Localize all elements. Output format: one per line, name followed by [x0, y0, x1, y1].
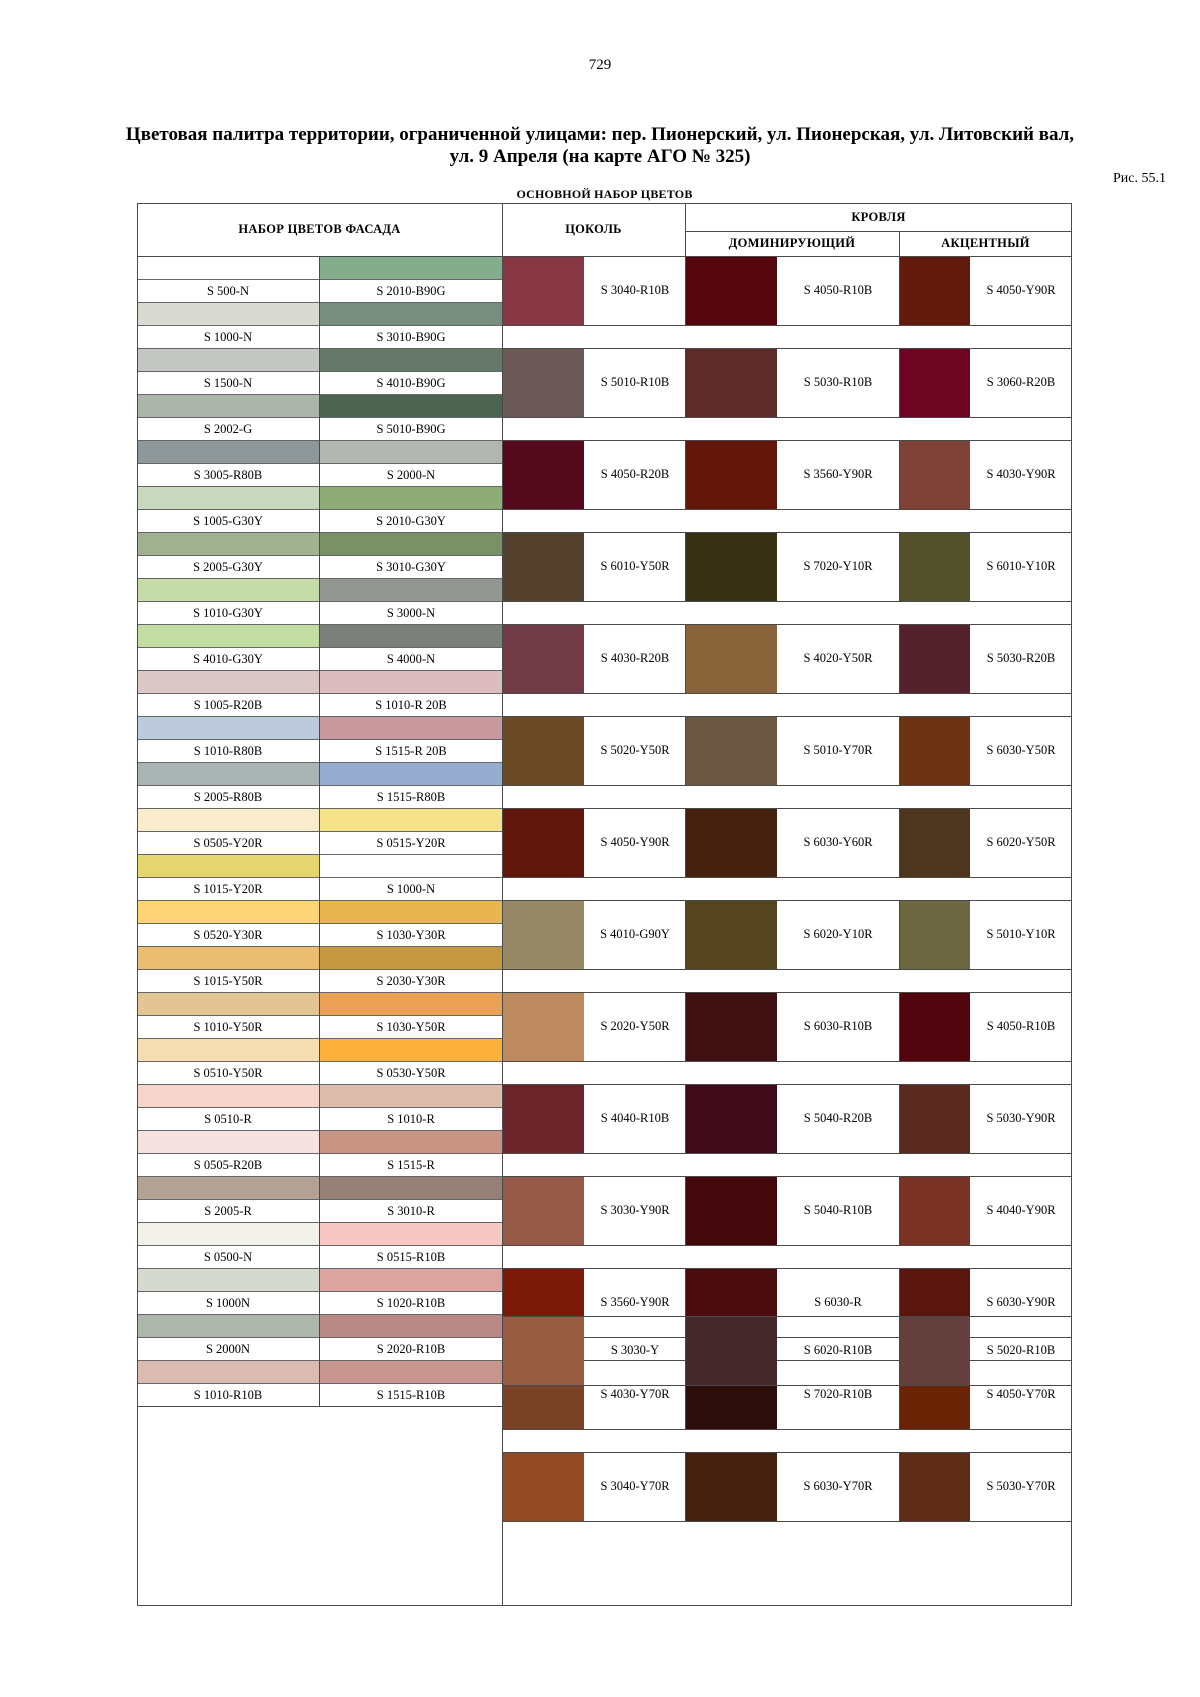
accent-color-code: S 3060-R20B	[986, 375, 1056, 389]
facade-swatch	[137, 624, 319, 647]
facade-color-code: S 2030-Y30R	[320, 969, 502, 992]
plinth-color-code: S 3030-Y90R	[600, 1203, 670, 1217]
facade-color-code: S 1010-G30Y	[137, 601, 319, 624]
dominant-cell-left	[685, 1452, 686, 1521]
facade-column-divider	[319, 256, 320, 1406]
dominant-swatch	[685, 716, 777, 785]
header-roof: КРОВЛЯ	[851, 209, 906, 224]
accent-swatch	[899, 1452, 970, 1521]
plinth-swatch	[502, 992, 584, 1061]
accent-cell-left	[899, 440, 900, 509]
facade-color-code: S 3000-N	[320, 601, 502, 624]
facade-swatch	[320, 670, 502, 693]
accent-color-code: S 6020-Y50R	[986, 835, 1056, 849]
facade-swatch	[137, 1130, 319, 1153]
facade-swatch	[320, 486, 502, 509]
table-top-border	[137, 203, 1072, 204]
dominant-color-code: S 5010-Y70R	[803, 743, 873, 757]
accent-color-code: S 5020-R10B	[986, 1343, 1056, 1357]
dominant-color-code: S 5030-R10B	[803, 375, 873, 389]
dominant-swatch	[685, 1452, 777, 1521]
facade-swatch	[137, 348, 319, 371]
dominant-swatch	[685, 992, 777, 1061]
facade-swatch	[137, 1038, 319, 1061]
plinth-color-code: S 3030-Y	[610, 1343, 660, 1357]
dominant-color-code: S 6020-R10B	[803, 1343, 873, 1357]
palette-row-top	[502, 1176, 1072, 1177]
facade-color-code: S 3010-B90G	[320, 325, 502, 348]
dominant-cell-left	[685, 1316, 686, 1385]
palette-row-top	[502, 1084, 1072, 1085]
dominant-swatch	[685, 256, 777, 325]
accent-swatch	[899, 624, 970, 693]
accent-cell-left	[899, 624, 900, 693]
facade-swatch	[320, 1130, 502, 1153]
facade-swatch	[320, 1314, 502, 1337]
dominant-swatch	[685, 624, 777, 693]
palette-row-bottom	[502, 601, 1072, 602]
facade-bottom-line	[137, 1406, 502, 1407]
dominant-color-code: S 3560-Y90R	[803, 467, 873, 481]
dominant-color-code: S 4050-R10B	[803, 283, 873, 297]
facade-color-code: S 0500-N	[137, 1245, 319, 1268]
accent-cell-left	[899, 1316, 900, 1385]
accent-swatch	[899, 256, 970, 325]
palette-row-bottom	[502, 1153, 1072, 1154]
figure-label: Рис. 55.1	[1113, 171, 1166, 186]
dominant-cell-left	[685, 624, 686, 693]
palette-row-bottom	[502, 325, 1072, 326]
plinth-swatch	[502, 808, 584, 877]
plinth-swatch	[502, 1176, 584, 1245]
dominant-color-code: S 7020-R10B	[803, 1387, 873, 1401]
dominant-swatch	[685, 808, 777, 877]
accent-color-code: S 4030-Y90R	[986, 467, 1056, 481]
accent-swatch	[899, 532, 970, 601]
facade-color-code: S 0510-Y50R	[137, 1061, 319, 1084]
accent-swatch	[899, 900, 970, 969]
palette-row-bottom	[502, 417, 1072, 418]
facade-color-code: S 2005-G30Y	[137, 555, 319, 578]
palette-row-top	[502, 900, 1072, 901]
facade-color-code: S 2010-G30Y	[320, 509, 502, 532]
plinth-color-code: S 3040-R10B	[600, 283, 670, 297]
dominant-color-code: S 6030-Y60R	[803, 835, 873, 849]
palette-row-top	[502, 440, 1072, 441]
facade-color-code: S 1015-Y50R	[137, 969, 319, 992]
header-roof-line	[685, 231, 1072, 232]
accent-swatch	[899, 1084, 970, 1153]
facade-color-code: S 1030-Y30R	[320, 923, 502, 946]
facade-color-code: S 4000-N	[320, 647, 502, 670]
facade-color-code: S 1005-G30Y	[137, 509, 319, 532]
facade-color-code: S 0515-R10B	[320, 1245, 502, 1268]
plinth-swatch	[502, 348, 584, 417]
palette-row-bottom	[502, 969, 1072, 970]
palette-row-bottom	[502, 1385, 1072, 1386]
accent-color-code: S 4050-Y70R	[986, 1387, 1056, 1401]
facade-color-code: S 0505-R20B	[137, 1153, 319, 1176]
facade-swatch	[137, 670, 319, 693]
palette-row-top	[502, 992, 1072, 993]
dominant-swatch	[685, 1084, 777, 1153]
facade-swatch	[137, 578, 319, 601]
title-line-2: ул. 9 Апреля (на карте АГО № 325)	[449, 146, 751, 167]
document-title	[60, 124, 1140, 168]
facade-color-code: S 1020-R10B	[320, 1291, 502, 1314]
facade-swatch	[137, 808, 319, 831]
dominant-cell-left	[685, 716, 686, 785]
facade-swatch	[320, 1268, 502, 1291]
facade-swatch	[137, 486, 319, 509]
accent-cell-left	[899, 1452, 900, 1521]
dominant-color-code: S 6030-R10B	[803, 1019, 873, 1033]
accent-swatch	[899, 1176, 970, 1245]
plinth-swatch	[502, 624, 584, 693]
facade-color-code: S 3010-R	[320, 1199, 502, 1222]
facade-color-code: S 4010-G30Y	[137, 647, 319, 670]
accent-color-code: S 6010-Y10R	[986, 559, 1056, 573]
facade-color-code: S 2000-N	[320, 463, 502, 486]
plinth-swatch	[502, 256, 584, 325]
facade-color-code: S 1010-R10B	[137, 1383, 319, 1406]
facade-color-code: S 500-N	[137, 279, 319, 302]
facade-swatch	[137, 1084, 319, 1107]
facade-swatch	[137, 716, 319, 739]
facade-swatch	[320, 762, 502, 785]
palette-row-top	[502, 1316, 1072, 1317]
plinth-swatch	[502, 1316, 584, 1385]
plinth-color-code: S 4030-Y70R	[600, 1387, 670, 1401]
dominant-swatch	[685, 348, 777, 417]
facade-color-code: S 1010-R	[320, 1107, 502, 1130]
accent-color-code: S 4040-Y90R	[986, 1203, 1056, 1217]
accent-color-code: S 4050-Y90R	[986, 283, 1056, 297]
accent-swatch	[899, 348, 970, 417]
facade-swatch	[320, 532, 502, 555]
facade-swatch	[320, 1038, 502, 1061]
header-plinth: ЦОКОЛЬ	[565, 222, 622, 236]
facade-color-code: S 1515-R80B	[320, 785, 502, 808]
palette-row-top	[502, 1268, 1072, 1269]
facade-color-code: S 1500-N	[137, 371, 319, 394]
plinth-color-code: S 4050-R20B	[600, 467, 670, 481]
accent-cell-left	[899, 348, 900, 417]
plinth-color-code: S 3040-Y70R	[600, 1479, 670, 1493]
palette-row-bottom	[502, 509, 1072, 510]
plinth-color-code: S 5020-Y50R	[600, 743, 670, 757]
palette-row-bottom	[502, 693, 1072, 694]
dominant-cell-left	[685, 256, 686, 325]
plinth-color-code: S 3560-Y90R	[600, 1295, 670, 1309]
dominant-swatch	[685, 1176, 777, 1245]
plinth-swatch	[502, 1452, 584, 1521]
header-facade: НАБОР ЦВЕТОВ ФАСАДА	[238, 222, 401, 236]
facade-swatch	[137, 1360, 319, 1383]
plinth-color-code: S 4050-Y90R	[600, 835, 670, 849]
dominant-swatch	[685, 440, 777, 509]
facade-swatch	[320, 900, 502, 923]
facade-color-code: S 0530-Y50R	[320, 1061, 502, 1084]
accent-cell-left	[899, 808, 900, 877]
dominant-cell-left	[685, 440, 686, 509]
facade-swatch	[320, 716, 502, 739]
facade-color-code: S 2005-R80B	[137, 785, 319, 808]
palette-row-bottom	[502, 1521, 1072, 1522]
palette-row-top	[502, 348, 1072, 349]
facade-swatch	[137, 256, 319, 279]
facade-color-code: S 1015-Y20R	[137, 877, 319, 900]
facade-color-code: S 1010-R 20B	[320, 693, 502, 716]
facade-swatch	[137, 394, 319, 417]
facade-color-code: S 2002-G	[137, 417, 319, 440]
facade-swatch	[137, 302, 319, 325]
plinth-color-code: S 6010-Y50R	[600, 559, 670, 573]
accent-color-code: S 5030-R20B	[986, 651, 1056, 665]
facade-swatch	[320, 946, 502, 969]
accent-color-code: S 4050-R10B	[986, 1019, 1056, 1033]
facade-color-code: S 1515-R	[320, 1153, 502, 1176]
facade-swatch	[320, 302, 502, 325]
plinth-swatch	[502, 532, 584, 601]
accent-cell-left	[899, 992, 900, 1061]
facade-color-code: S 0510-R	[137, 1107, 319, 1130]
header-roof-accent: АКЦЕНТНЫЙ	[941, 236, 1030, 250]
header-bottom-line	[137, 256, 1072, 257]
facade-swatch	[320, 348, 502, 371]
facade-swatch	[137, 1176, 319, 1199]
dominant-color-code: S 6020-Y10R	[803, 927, 873, 941]
facade-color-code: S 1000N	[137, 1291, 319, 1314]
facade-swatch	[320, 624, 502, 647]
dominant-color-code: S 5040-R20B	[803, 1111, 873, 1125]
facade-color-code: S 3005-R80B	[137, 463, 319, 486]
accent-swatch	[899, 808, 970, 877]
dominant-color-code: S 6030-Y70R	[803, 1479, 873, 1493]
facade-color-code: S 2010-B90G	[320, 279, 502, 302]
accent-cell-left	[899, 1176, 900, 1245]
facade-color-code: S 2000N	[137, 1337, 319, 1360]
plinth-color-code: S 2020-Y50R	[600, 1019, 670, 1033]
facade-swatch	[320, 992, 502, 1015]
facade-color-code: S 1515-R 20B	[320, 739, 502, 762]
dominant-cell-left	[685, 992, 686, 1061]
palette-row-bottom	[502, 1061, 1072, 1062]
accent-cell-left	[899, 716, 900, 785]
accent-cell-left	[899, 1084, 900, 1153]
facade-color-code: S 5010-B90G	[320, 417, 502, 440]
dominant-swatch	[685, 1316, 777, 1385]
dominant-color-code: S 5040-R10B	[803, 1203, 873, 1217]
facade-color-code: S 2020-R10B	[320, 1337, 502, 1360]
dominant-cell-left	[685, 900, 686, 969]
facade-swatch	[137, 1268, 319, 1291]
facade-swatch	[320, 1222, 502, 1245]
palette-row-top	[502, 808, 1072, 809]
dominant-color-code: S 6030-R	[814, 1295, 862, 1309]
color-palette-table	[137, 203, 1072, 1606]
facade-color-code: S 1010-R80B	[137, 739, 319, 762]
plinth-swatch	[502, 716, 584, 785]
header-plinth-left	[502, 203, 503, 1606]
palette-row-top	[502, 624, 1072, 625]
accent-cell-left	[899, 256, 900, 325]
table-left-border	[137, 203, 138, 1606]
accent-color-code: S 5010-Y10R	[986, 927, 1056, 941]
facade-swatch	[320, 256, 502, 279]
facade-color-code: S 1515-R10B	[320, 1383, 502, 1406]
facade-swatch	[137, 762, 319, 785]
accent-swatch	[899, 1316, 970, 1385]
accent-swatch	[899, 716, 970, 785]
palette-row-bottom	[502, 1245, 1072, 1246]
facade-swatch	[320, 1176, 502, 1199]
facade-swatch	[137, 532, 319, 555]
facade-swatch	[320, 1084, 502, 1107]
plinth-swatch	[502, 440, 584, 509]
facade-color-code: S 1000-N	[137, 325, 319, 348]
facade-color-code: S 2005-R	[137, 1199, 319, 1222]
plinth-swatch	[502, 1084, 584, 1153]
facade-swatch	[137, 992, 319, 1015]
table-right-border	[1071, 203, 1072, 1606]
page-number: 729	[588, 57, 612, 73]
facade-color-code: S 0520-Y30R	[137, 923, 319, 946]
accent-cell-left	[899, 532, 900, 601]
plinth-color-code: S 4040-R10B	[600, 1111, 670, 1125]
facade-swatch	[320, 394, 502, 417]
plinth-swatch	[502, 900, 584, 969]
title-line-1: Цветовая палитра территории, ограниченной улицами: пер. Пионерский, ул. Пионерская, ул. Литовский вал,	[125, 124, 1075, 145]
facade-color-code: S 1000-N	[320, 877, 502, 900]
accent-color-code: S 6030-Y50R	[986, 743, 1056, 757]
accent-color-code: S 5030-Y90R	[986, 1111, 1056, 1125]
facade-swatch	[137, 1314, 319, 1337]
palette-row-bottom	[502, 1429, 1072, 1430]
palette-row-bottom	[502, 785, 1072, 786]
facade-color-code: S 0505-Y20R	[137, 831, 319, 854]
dominant-cell-left	[685, 1084, 686, 1153]
dominant-cell-left	[685, 348, 686, 417]
dominant-swatch	[685, 532, 777, 601]
facade-swatch	[320, 808, 502, 831]
accent-color-code: S 6030-Y90R	[986, 1295, 1056, 1309]
facade-color-code: S 0515-Y20R	[320, 831, 502, 854]
accent-color-code: S 5030-Y70R	[986, 1479, 1056, 1493]
dominant-color-code: S 4020-Y50R	[803, 651, 873, 665]
facade-color-code: S 1030-Y50R	[320, 1015, 502, 1038]
accent-swatch	[899, 992, 970, 1061]
facade-swatch	[320, 578, 502, 601]
accent-swatch	[899, 440, 970, 509]
plinth-color-code: S 4030-R20B	[600, 651, 670, 665]
plinth-color-code: S 4010-G90Y	[600, 927, 670, 941]
header-roof-left	[685, 203, 686, 256]
facade-swatch	[320, 440, 502, 463]
header-accent-left	[899, 231, 900, 256]
facade-color-code: S 1010-Y50R	[137, 1015, 319, 1038]
dominant-cell-left	[685, 1176, 686, 1245]
table-subtitle: ОСНОВНОЙ НАБОР ЦВЕТОВ	[516, 187, 693, 201]
palette-row-top	[502, 1452, 1072, 1453]
facade-swatch	[137, 440, 319, 463]
dominant-cell-left	[685, 808, 686, 877]
table-bottom-border	[137, 1605, 1072, 1606]
dominant-cell-left	[685, 532, 686, 601]
palette-row-bottom	[502, 877, 1072, 878]
palette-row-top	[502, 532, 1072, 533]
dominant-swatch	[685, 900, 777, 969]
facade-swatch	[137, 900, 319, 923]
facade-swatch	[137, 946, 319, 969]
facade-color-code: S 1005-R20B	[137, 693, 319, 716]
header-roof-dominant: ДОМИНИРУЮЩИЙ	[728, 236, 856, 250]
facade-swatch	[320, 1360, 502, 1383]
plinth-color-code: S 5010-R10B	[600, 375, 670, 389]
accent-cell-left	[899, 900, 900, 969]
facade-swatch	[137, 1222, 319, 1245]
facade-color-code: S 4010-B90G	[320, 371, 502, 394]
facade-swatch	[320, 854, 502, 877]
facade-color-code: S 3010-G30Y	[320, 555, 502, 578]
facade-swatch	[137, 854, 319, 877]
dominant-color-code: S 7020-Y10R	[803, 559, 873, 573]
palette-row-top	[502, 716, 1072, 717]
